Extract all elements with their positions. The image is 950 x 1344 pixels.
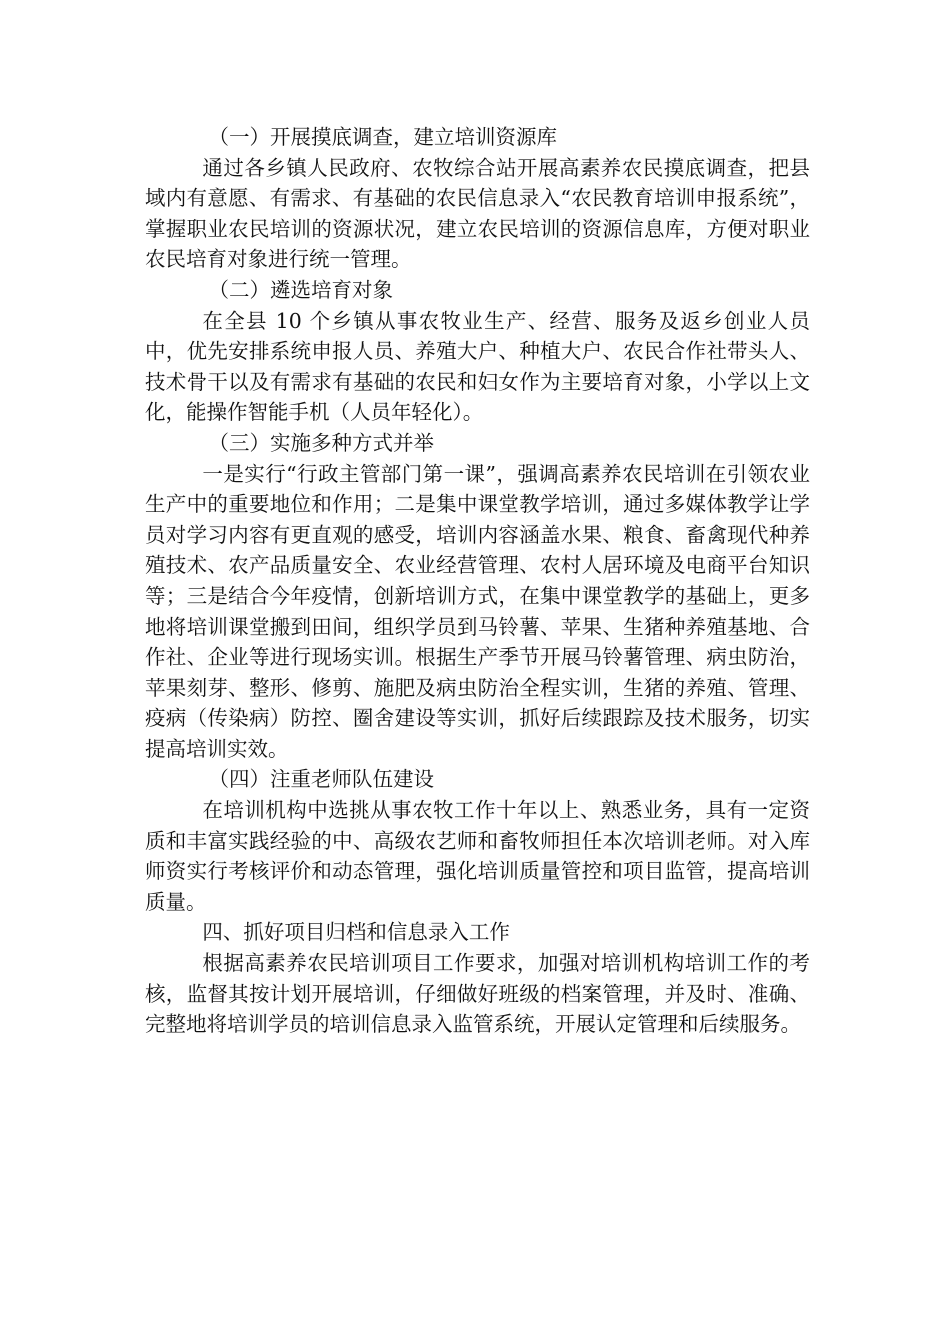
section-heading-3: （三）实施多种方式并举 [208,430,435,455]
document-body [145,122,810,1040]
section-paragraph-1: 通过各乡镇人民政府、农牧综合站开展高素养农民摸底调查，把县域内有意愿、有需求、有基础的农民信息录入“农民教育培训申报系统”，掌握职业农民培训的资源状况，建立农民培训的资源信息库，方便对职业农民培育对象进行统一管理。 [145,155,810,272]
section-heading-4: （四）注重老师队伍建设 [208,767,435,792]
section-paragraph-5: 根据高素养农民培训项目工作要求，加强对培训机构培训工作的考核，监督其按计划开展培训，仔细做好班级的档案管理，并及时、准确、完整地将培训学员的培训信息录入监管系统，开展认定管理和后续服务。 [145,951,810,1037]
section-heading-2: （二）遴选培育对象 [208,277,394,302]
section-paragraph-4: 在培训机构中选挑从事农牧工作十年以上、熟悉业务，具有一定资质和丰富实践经验的中、高级农艺师和畜牧师担任本次培训老师。对入库师资实行考核评价和动态管理，强化培训质量管控和项目监管，提高培训质量。 [145,798,810,914]
section-paragraph-2: 在全县 10 个乡镇从事农牧业生产、经营、服务及返乡创业人员中，优先安排系统申报人员、养殖大户、种植大户、农民合作社带头人、技术骨干以及有需求有基础的农民和妇女作为主要培育对象，小学以上文化，能操作智能手机（人员年轻化）。 [145,308,810,425]
section-paragraph-3: 一是实行“行政主管部门第一课”，强调高素养农民培训在引领农业生产中的重要地位和作用；二是集中课堂教学培训，通过多媒体教学让学员对学习内容有更直观的感受，培训内容涵盖水果、粮食、畜禽现代种养殖技术、农产品质量安全、农业经营管理、农村人居环境及电商平台知识等；三是结合今年疫情，创新培训方式，在集中课堂教学的基础上，更多地将培训课堂搬到田间，组织学员到马铃薯、苹果、生猪种养殖基地、合作社、企业等进行现场实训。根据生产季节开展马铃薯管理、病虫防治，苹果刻芽、整形、修剪、施肥及病虫防治全程实训，生猪的养殖、管理、疫病（传染病）防控、圈舍建设等实训，抓好后续跟踪及技术服务，切实提高培训实效。 [145,461,810,761]
section-heading-1: （一）开展摸底调查，建立培训资源库 [208,125,558,149]
section-heading-5: 四、抓好项目归档和信息录入工作 [202,920,510,945]
